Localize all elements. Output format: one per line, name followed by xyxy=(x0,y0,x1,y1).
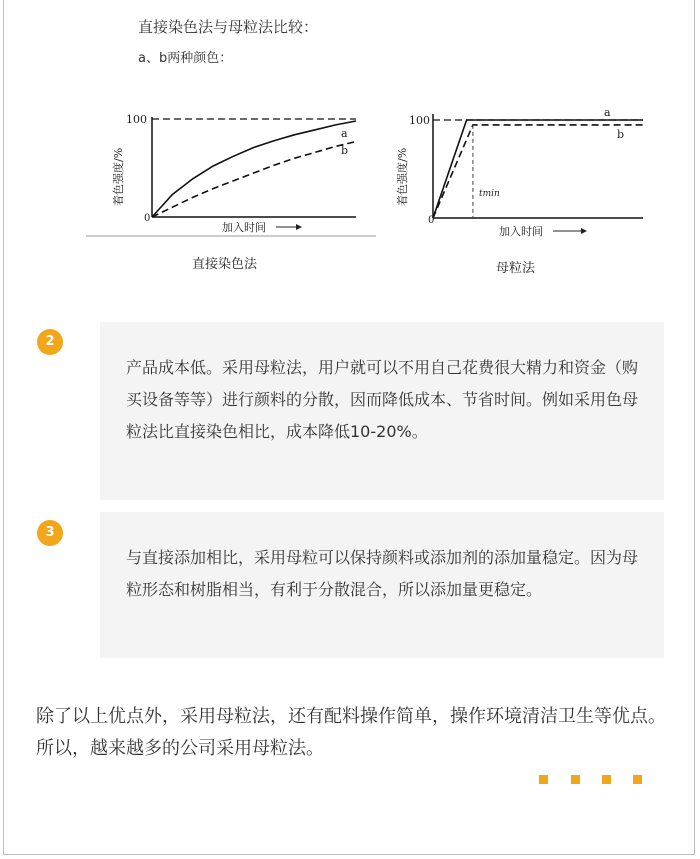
direct-dyeing-chart xyxy=(86,100,378,240)
decorative-dot xyxy=(571,775,580,784)
series-b-label: b xyxy=(617,128,625,141)
y-tick-label-100: 100 xyxy=(126,113,147,126)
masterbatch-chart xyxy=(395,106,647,242)
point-3-badge: 3 xyxy=(37,520,63,546)
origin-label: 0 xyxy=(428,215,435,226)
direct-dyeing-caption: 直接染色法 xyxy=(192,257,258,272)
series-b-line xyxy=(433,125,643,218)
decorative-dot xyxy=(633,775,642,784)
summary-paragraph: 除了以上优点外，采用母粒法，还有配料操作简单，操作环境清洁卫生等优点。所以，越来越多的公司采用母粒法。 xyxy=(36,706,666,759)
decorative-dot xyxy=(602,775,611,784)
y-axis-label: 着色强度/% xyxy=(396,147,409,206)
masterbatch-caption: 母粒法 xyxy=(496,261,536,276)
section-subtitle: a、b两种颜色： xyxy=(138,51,233,66)
section-title: 直接染色法与母粒法比较： xyxy=(138,18,319,36)
x-axis-label: 加入时间 xyxy=(499,225,543,238)
x-axis-label: 加入时间 xyxy=(222,221,266,234)
tmin-label: tmin xyxy=(479,189,500,199)
series-a-label: a xyxy=(604,106,611,119)
point-3-card xyxy=(100,512,664,658)
point-3-text: 与直接添加相比，采用母粒可以保持颜料或添加剂的添加量稳定。因为母粒形态和树脂相当，有利于分散混合，所以添加量更稳定。 xyxy=(126,548,639,599)
series-a-label: a xyxy=(341,127,348,140)
series-b-label: b xyxy=(341,144,349,157)
point-2-text: 产品成本低。采用母粒法，用户就可以不用自己花费很大精力和资金（购买设备等等）进行颜料的分散，因而降低成本、节省时间。例如采用色母粒法比直接染色相比，成本降低10-20%。 xyxy=(126,358,639,441)
series-a-line xyxy=(433,120,643,218)
y-axis-label: 着色强度/% xyxy=(112,147,125,206)
decorative-dot xyxy=(539,775,548,784)
origin-label: 0 xyxy=(144,213,151,224)
point-2-badge: 2 xyxy=(37,329,63,355)
point-2-card xyxy=(100,322,664,500)
y-tick-label-100: 100 xyxy=(409,114,430,127)
series-b-line xyxy=(152,142,356,218)
